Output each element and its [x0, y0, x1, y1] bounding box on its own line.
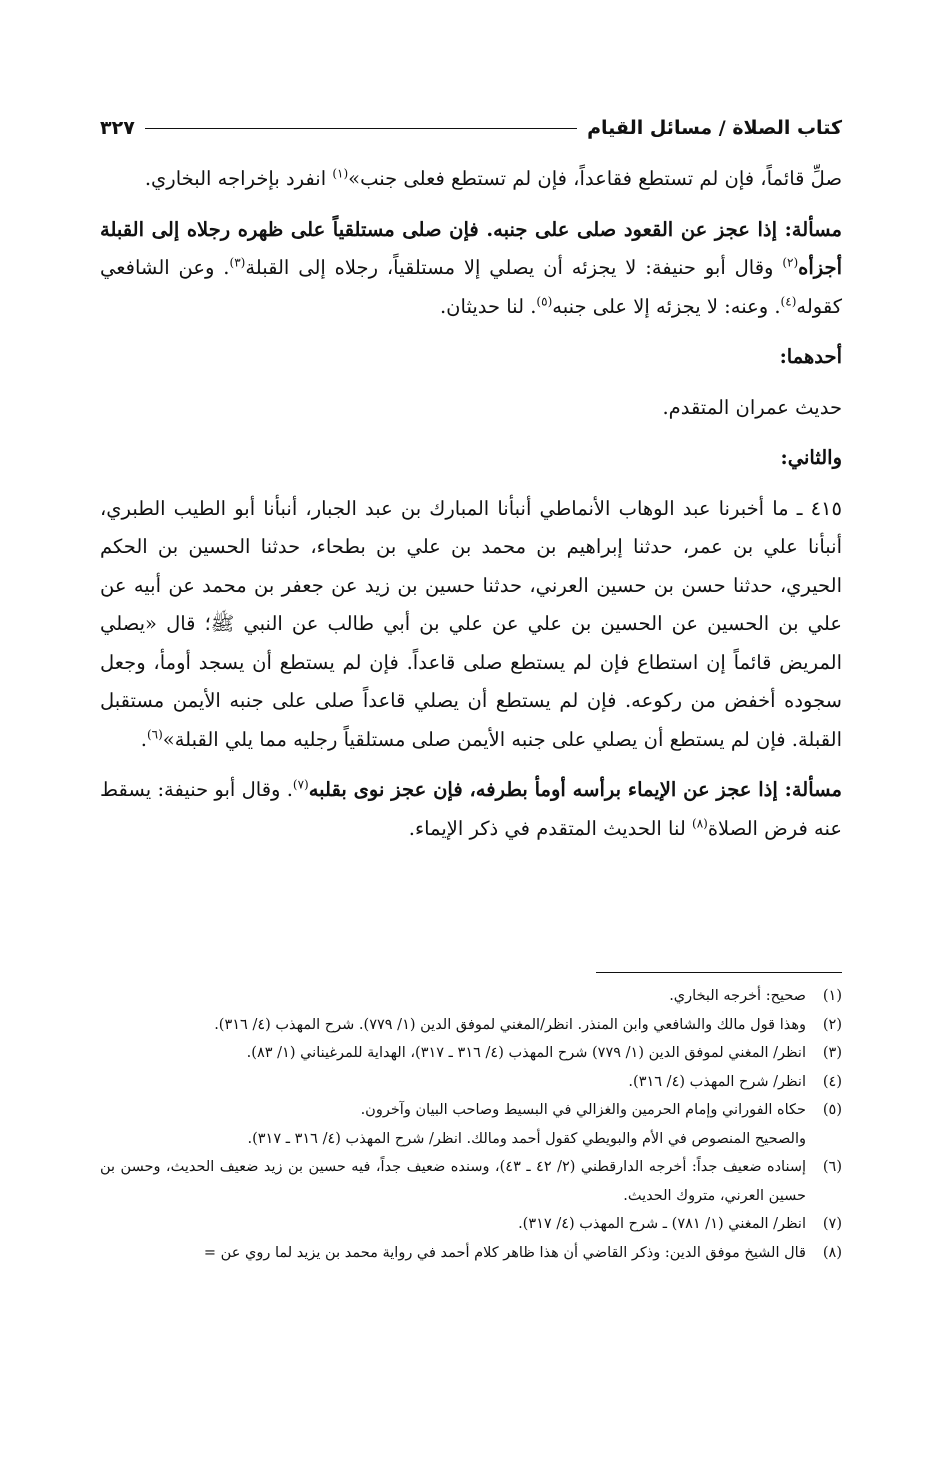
footnote-item: (١) صحيح: أخرجه البخاري. — [669, 988, 842, 1004]
footnote-separator — [596, 972, 842, 973]
footnote-item: (٣) انظر/ المغني لموفق الدين (١/ ٧٧٩) شرح المهذب (٤/ ٣١٦ ـ ٣١٧)، الهداية للمرغيناني (١/ ٨٣). — [246, 1045, 842, 1061]
footnote-item: (٧) انظر/ المغني (١/ ٧٨١) ـ شرح المهذب (٤/ ٣١٧). — [518, 1216, 842, 1232]
paragraph-mas-ala-2: مسألة: إذا عجز عن الإيماء برأسه أومأ بطرفه، فإن عجز نوى بقلبه$^{(٧)}$. وقال أبو حنيفة: يسقط عنه فرض الصلاة$^{(٨)}$ لنا الحديث المتقدم في ذكر الإيماء. — [100, 777, 842, 840]
footnote-item: (٥) حكاه الفوراني وإمام الحرمين والغزالي في البسيط وصاحب البيان وآخرون. — [360, 1102, 842, 1118]
first-text: حديث عمران المتقدم. — [662, 395, 842, 419]
hadith-415: ٤١٥ ـ ما أخبرنا عبد الوهاب الأنماطي أنبأنا المبارك بن عبد الجبار، أنبأنا أبو الطيب الطبري، أنبأنا علي بن عمر، حدثنا إبراهيم بن محمد بن علي بن بطحاء، حدثنا الحسين بن الحكم الحيري، حدثنا حسن بن حسين العرني، حدثنا حسين بن زيد عن جعفر بن محمد عن أبيه عن علي بن الحسين عن الحسين بن علي عن علي بن أبي طالب عن النبي ﷺ؛ قال «يصلي المريض قائماً إن استطاع فإن لم يستطع صلى قاعداً. فإن لم يستطع أن يسجد أومأ، وجعل سجوده أخفض من ركوعه. فإن لم يستطع أن يصلي قاعداً صلى على جنبه الأيمن مستقبل القبلة. فإن لم يستطع أن يصلي على جنبه الأيمن صلى مستلقياً رجليه مما يلي القبلة»$^{(٦)}$. — [100, 496, 842, 751]
footnote-item: (٦) إسناده ضعيف جداً: أخرجه الدارقطني (٢/ ٤٢ ـ ٤٣)، وسنده ضعيف جداً، فيه حسين بن زيد ضعيف الحديث، وحسن بن حسين العرني، متروك الحديث. — [100, 1159, 842, 1204]
footnote-ref-7[interactable]: (٧) — [292, 777, 309, 792]
footnote-ref-6[interactable]: (٦) — [146, 727, 163, 741]
footnote-ref-4[interactable]: (٤) — [780, 294, 797, 308]
footnote-item: (٢) وهذا قول مالك والشافعي وابن المنذر. انظر/المغني لموفق الدين (١/ ٧٧٩). شرح المهذب (٤/ ٣١٦). — [214, 1016, 842, 1033]
header-rule — [145, 128, 577, 129]
second-label: والثاني: — [780, 446, 842, 469]
header-title: كتاب الصلاة / مسائل القيام — [587, 117, 842, 139]
paragraph-1: صلِّ قائماً، فإن لم تستطع فقاعداً، فإن لم تستطع فعلى جنب»$^{(١)}$ انفرد بإخراجه البخاري. — [144, 166, 842, 190]
footnote-ref-3[interactable]: (٣) — [229, 255, 246, 270]
page — [100, 108, 842, 848]
footnote-item: (٤) انظر/ شرح المهذب (٤/ ٣١٦). — [628, 1073, 842, 1090]
footnotes — [100, 982, 842, 1267]
footnote-item: (٨) قال الشيخ موفق الدين: وذكر القاضي أن هذا ظاهر كلام أحمد في رواية محمد بن يزيد لما روي عن = — [203, 1244, 842, 1261]
footnote-ref-8[interactable]: (٨) — [692, 816, 708, 830]
page-number: ٣٢٧ — [100, 117, 135, 139]
footnote-ref-1[interactable]: (١) — [332, 166, 349, 181]
main-text — [100, 160, 842, 848]
footnote-ref-5[interactable]: (٥) — [536, 294, 553, 308]
first-label: أحدهما: — [779, 345, 842, 368]
footnote-item-continuation: والصحيح المنصوص في الأم والبويطي كقول أحمد ومالك. انظر/ شرح المهذب (٤/ ٣١٦ ـ ٣١٧). — [247, 1130, 806, 1147]
paragraph-mas-ala-1: مسألة: إذا عجز عن القعود صلى على جنبه. فإن صلى مستلقياً على ظهره رجلاه إلى القبلة أجزأه$^{(٢)}$ وقال أبو حنيفة: لا يجزئه أن يصلي إلا مستلقياً، رجلاه إلى القبلة$^{(٣)}$. وعن الشافعي كقوله$^{(٤)}$. وعنه: لا يجزئه إلا على جنبه$^{(٥)}$. لنا حديثان. — [100, 217, 843, 318]
running-header — [100, 108, 842, 148]
footnote-ref-2[interactable]: (٢) — [782, 255, 799, 270]
